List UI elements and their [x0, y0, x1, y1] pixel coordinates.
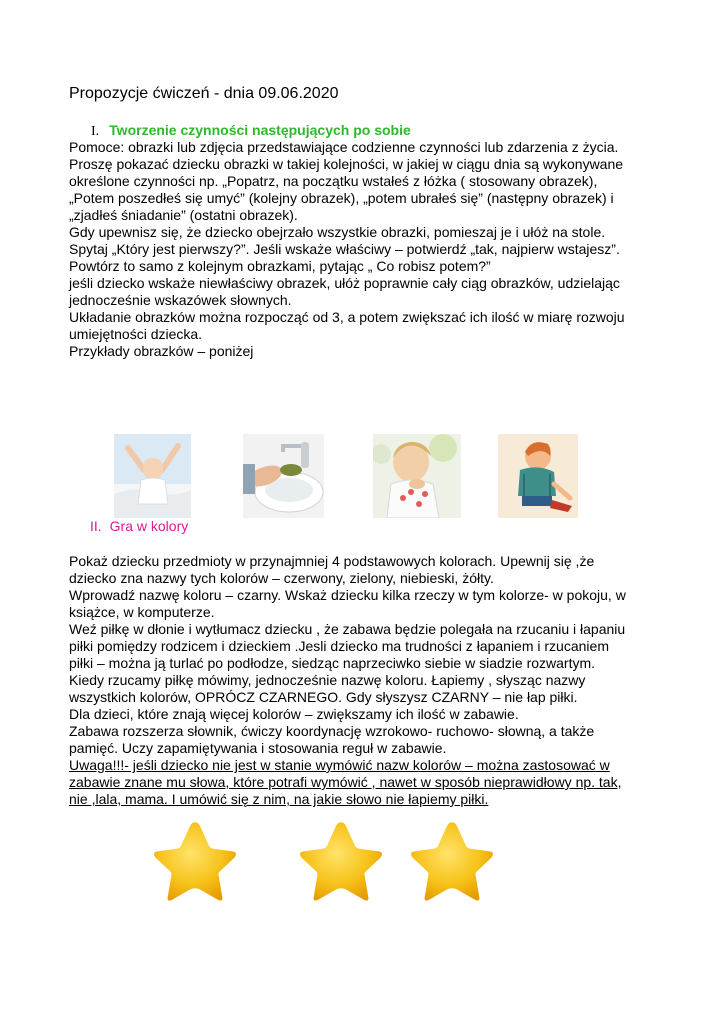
text-line: wszystkich kolorów, OPRÓCZ CZARNEGO. Gdy słyszysz CZARNY – nie łap piłki. [69, 689, 578, 705]
text-line: umiejętności dziecka. [69, 326, 203, 342]
text-line: Pomoce: obrazki lub zdjęcia przedstawiające codzienne czynności lub zdarzenia z życia. [69, 139, 619, 155]
child-waking-up-photo [114, 434, 191, 518]
section-1-number: I. [91, 124, 100, 139]
text-line: Gdy upewnisz się, że dziecko obejrzało wszystkie obrazki, pomieszaj je i ułóż na stole. [69, 224, 606, 240]
star-icon [151, 818, 239, 904]
text-line: piłki pomiędzy rodzicem i dzieckiem .Jesli dziecko ma trudności z łapaniem i rzucaniem [69, 638, 609, 654]
text-line: jednocześnie wskazówek słownych. [69, 292, 292, 308]
section-1-body [69, 139, 659, 360]
text-line: dziecko zna nazwy tych kolorów – czerwony, zielony, niebieski, żółty. [69, 570, 494, 586]
text-line: Kiedy rzucamy piłkę mówimy, jednocześnie nazwę koloru. Łapiemy , słysząc nazwy [69, 672, 586, 688]
note-line: Uwaga!!!- jeśli dziecko nie jest w stanie wymówić nazw kolorów – można zastosować w [69, 757, 610, 773]
note-line: nie ,lala, mama. I umówić się z nim, na jakie słowo nie łapiemy piłki. [69, 791, 489, 807]
star-icon [408, 818, 496, 904]
note-line: zabawie znane mu słowa, które potrafi wymówić , nawet w sposób nieprawidłowy np. tak, [69, 774, 622, 790]
text-line: Proszę pokazać dziecku obrazki w takiej kolejności, w jakiej w ciągu dnia są wykonywane [69, 156, 624, 172]
hands-washing-photo [243, 434, 324, 518]
text-line: pamięć. Uczy zapamiętywania i stosowania reguł w zabawie. [69, 740, 447, 756]
text-line: Przykłady obrazków – poniżej [69, 343, 254, 359]
section-1-title: Tworzenie czynności następujących po sobie [109, 122, 411, 138]
text-line: Powtórz to samo z kolejnym obrazkami, pytając „ Co robisz potem?” [69, 258, 491, 274]
text-line: Pokaż dziecku przedmioty w przynajmniej 4 podstawowych kolorach. Upewnij się ,że [69, 553, 595, 569]
page-title: Propozycje ćwiczeń - dnia 09.06.2020 [69, 85, 339, 102]
section-2-title: Gra w kolory [109, 518, 189, 534]
star-icon [297, 818, 385, 904]
section-2-number: II. [90, 518, 102, 534]
text-line: piłki – można ją turlać po podłodze, siedząc naprzeciwko siebie w siadzie rozwartym. [69, 655, 596, 671]
section-2-heading [90, 518, 196, 534]
child-eating-photo [373, 434, 461, 518]
section-2-body [69, 553, 659, 808]
section-1-heading [91, 122, 411, 140]
text-line: „zjadłeś śniadanie” (ostatni obrazek). [69, 207, 298, 223]
text-line: Spytaj „Który jest pierwszy?”. Jeśli wskaże właściwy – potwierdź „tak, najpierw wstajesz”. [69, 241, 620, 257]
text-line: Układanie obrazków można rozpocząć od 3, a potem zwiększać ich ilość w miarę rozwoju [69, 309, 625, 325]
text-line: „Potem poszedłeś się umyć” (kolejny obrazek), „potem ubrałeś się” (następny obrazek) i [69, 190, 614, 206]
note-block [69, 757, 659, 808]
text-line: określone czynności np. „Popatrz, na początku wstałeś z łóżka ( stosowany obrazek), [69, 173, 598, 189]
text-line: Wprowadź nazwę koloru – czarny. Wskaż dziecku kilka rzeczy w tym kolorze- w pokoju, w [69, 587, 626, 603]
text-line: Dla dzieci, które znają więcej kolorów – zwiększamy ich ilość w zabawie. [69, 706, 519, 722]
child-dressing-drawing [498, 434, 578, 518]
text-line: Zabawa rozszerza słownik, ćwiczy koordynację wzrokowo- ruchowo- słowną, a także [69, 723, 595, 739]
text-line: książce, w komputerze. [69, 604, 215, 620]
text-line: jeśli dziecko wskaże niewłaściwy obrazek, ułóż poprawnie cały ciąg obrazków, udzielając [69, 275, 620, 291]
text-line: Weź piłkę w dłonie i wytłumacz dziecku , że zabawa będzie polegała na rzucaniu i łapaniu [69, 621, 626, 637]
